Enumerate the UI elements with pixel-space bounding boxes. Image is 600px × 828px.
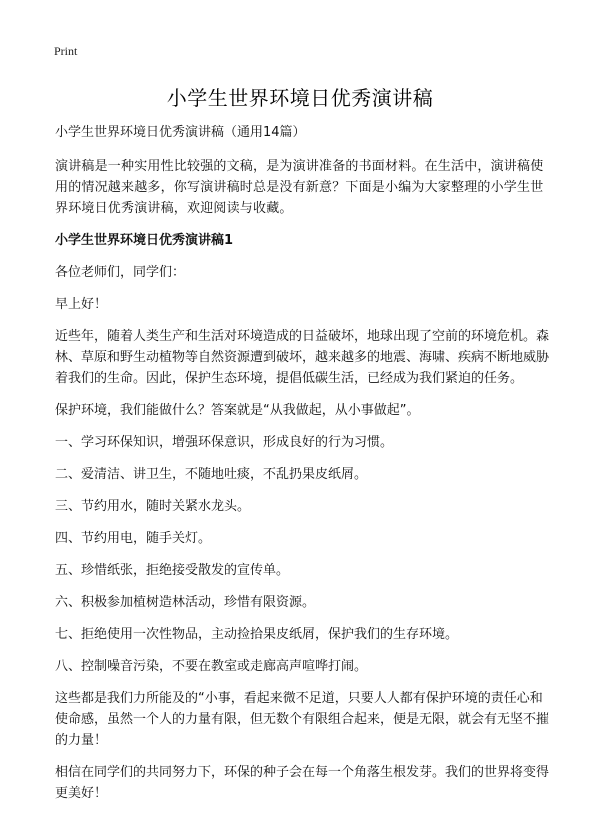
list-item-3: 三、节约用水，随时关紧水龙头。	[55, 499, 251, 514]
list-item-5: 五、珍惜纸张，拒绝接受散发的宣传单。	[55, 563, 290, 578]
paragraph-summary: 这些都是我们力所能及的“小事，看起来微不足道，只要人人都有保护环境的责任心和使命感，虽然一个人的力量有限，但无数个有限组合起来，便是无限，就会有无坚不摧的力量！	[55, 691, 550, 748]
intro-paragraph: 演讲稿是一种实用性比较强的文稿，是为演讲准备的书面材料。在生活中，演讲稿使用的情况越来越多，你写演讲稿时总是没有新意？下面是小编为大家整理的小学生世界环境日优秀演讲稿，欢迎阅读与收藏。	[55, 159, 544, 216]
paragraph-question: 保护环境，我们能做什么？答案就是“从我做起，从小事做起”。	[55, 403, 420, 418]
document-body	[55, 122, 555, 815]
list-item-8: 八、控制噪音污染，不要在教室或走廊高声喧哗打闹。	[55, 659, 368, 674]
list-item-4: 四、节约用电，随手关灯。	[55, 531, 212, 546]
section-heading: 小学生世界环境日优秀演讲稿1	[55, 233, 234, 248]
document-subtitle: 小学生世界环境日优秀演讲稿（通用14篇）	[55, 125, 306, 140]
list-item-2: 二、爱清洁、讲卫生，不随地吐痰，不乱扔果皮纸屑。	[55, 467, 368, 482]
print-link[interactable]: Print	[54, 44, 78, 58]
document-title: 小学生世界环境日优秀演讲稿	[166, 86, 434, 110]
list-item-6: 六、积极参加植树造林活动，珍惜有限资源。	[55, 595, 316, 610]
paragraph-morning: 早上好！	[55, 297, 108, 312]
list-item-7: 七、拒绝使用一次性物品，主动捡拾果皮纸屑，保护我们的生存环境。	[55, 627, 459, 642]
paragraph-greeting: 各位老师们，同学们：	[55, 265, 186, 280]
paragraph-closing: 相信在同学们的共同努力下，环保的种子会在每一个角落生根发芽。我们的世界将变得更美好！	[55, 765, 550, 801]
paragraph-crisis: 近些年，随着人类生产和生活对环境造成的日益破坏，地球出现了空前的环境危机。森林、草原和野生动植物等自然资源遭到破坏，越来越多的地震、海啸、疾病不断地威胁着我们的生命。因此，保护生态环境，提倡低碳生活，已经成为我们紧迫的任务。	[55, 329, 550, 386]
list-item-1: 一、学习环保知识，增强环保意识，形成良好的行为习惯。	[55, 435, 394, 450]
